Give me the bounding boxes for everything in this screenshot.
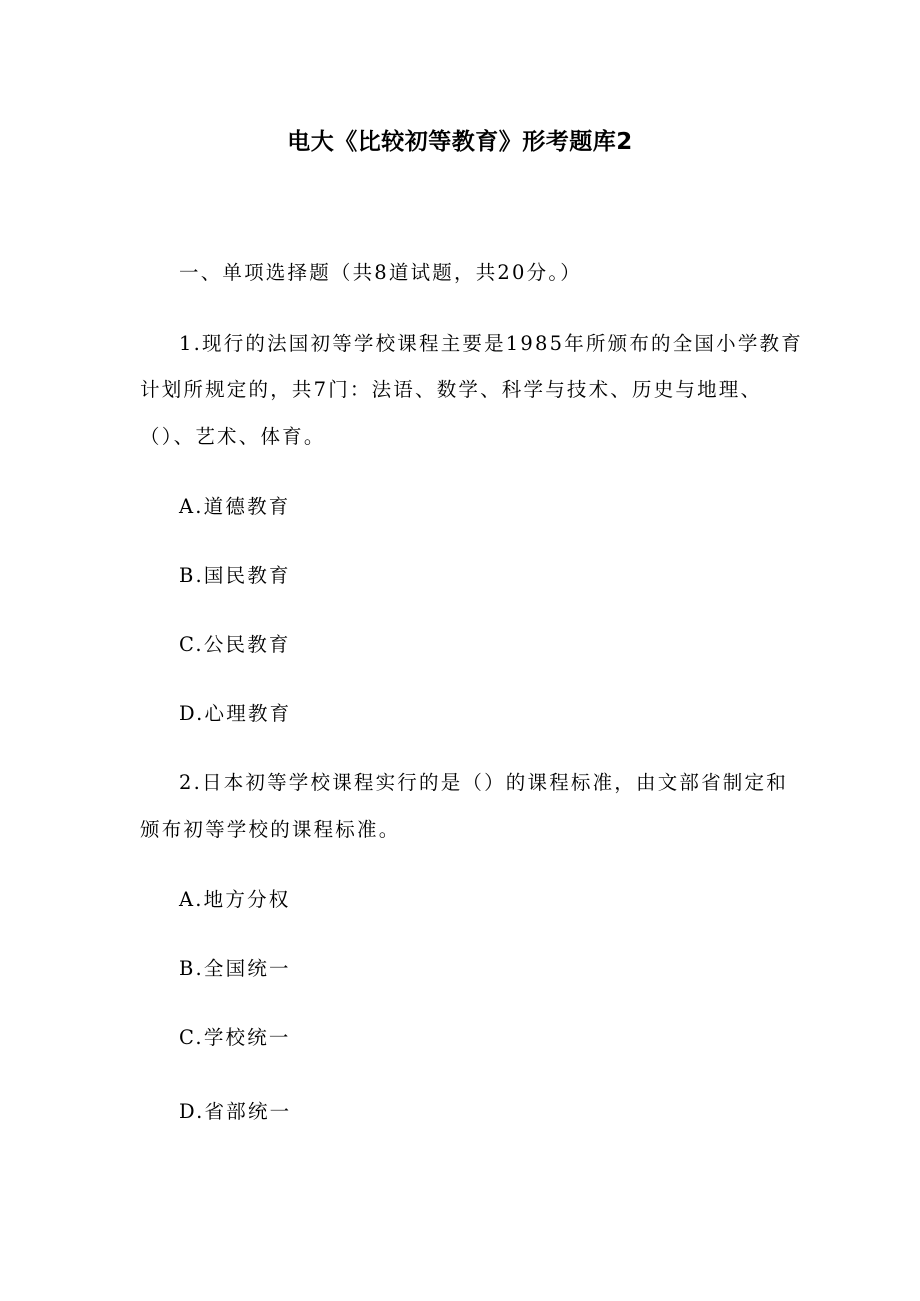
question-1-stem-line-2: 计划所规定的，共7门：法语、数学、科学与技术、历史与地理、 bbox=[140, 378, 763, 401]
question-2-stem-line-1: 2.日本初等学校课程实行的是（）的课程标准，由文部省制定和 bbox=[179, 771, 788, 794]
section-heading: 一、单项选择题（共8道试题，共20分。） bbox=[179, 261, 582, 284]
question-2-option-c: C.学校统一 bbox=[179, 1026, 291, 1049]
question-1-stem-line-3: （）、艺术、体育。 bbox=[140, 425, 326, 448]
question-1-option-b: B.国民教育 bbox=[179, 564, 291, 587]
question-2-option-d: D.省部统一 bbox=[179, 1100, 292, 1123]
question-1-option-a: A.道德教育 bbox=[179, 495, 291, 518]
question-2-stem-line-2: 颁布初等学校的课程标准。 bbox=[140, 818, 401, 841]
question-2-option-a: A.地方分权 bbox=[179, 888, 291, 911]
question-1-stem-line-1: 1.现行的法国初等学校课程主要是1985年所颁布的全国小学教育 bbox=[179, 332, 803, 355]
question-1-option-c: C.公民教育 bbox=[179, 633, 291, 656]
document-title: 电大《比较初等教育》形考题库2 bbox=[287, 129, 633, 155]
question-2-option-b: B.全国统一 bbox=[179, 957, 291, 980]
question-1-option-d: D.心理教育 bbox=[179, 702, 292, 725]
